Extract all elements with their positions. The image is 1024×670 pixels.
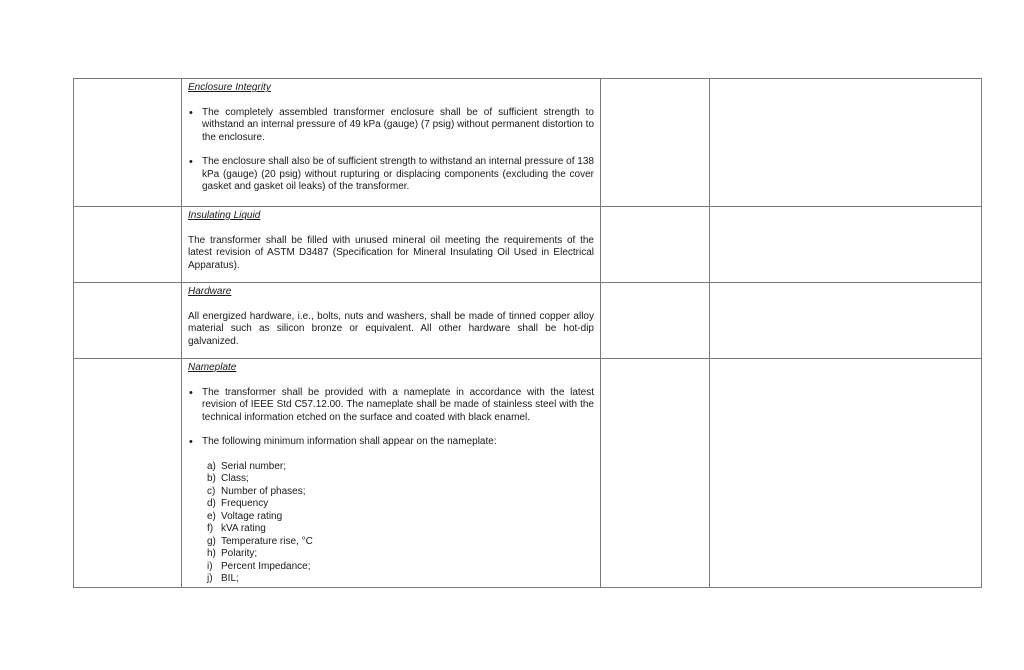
requirement-cell: [182, 79, 601, 207]
section-heading: Hardware: [188, 286, 232, 297]
list-marker: a): [207, 460, 216, 472]
list-item-text: BIL;: [221, 573, 239, 584]
list-item: [207, 561, 594, 574]
empty-cell-compliance: [601, 359, 710, 588]
list-marker: e): [207, 510, 216, 522]
section-heading: Insulating Liquid: [188, 210, 261, 221]
bullet-list: [188, 387, 594, 449]
list-item: [207, 536, 594, 549]
list-item: [207, 573, 594, 586]
list-marker: d): [207, 498, 216, 509]
list-marker: c): [207, 485, 216, 497]
list-marker: f): [207, 523, 214, 534]
empty-cell-remarks: [710, 283, 982, 359]
list-item-text: Polarity;: [221, 548, 258, 559]
table-row-enclosure-integrity: [74, 79, 982, 207]
bullet-item: • The transformer shall be provided with a nameplate in accordance with the latest revision of IEEE Std C57.12.00. The nameplate shall be made of stainless steel with the technical information etched on the surface and coated with black enamel.: [188, 387, 594, 425]
list-item: [207, 461, 594, 474]
list-marker: h): [207, 548, 216, 559]
specification-table: [73, 78, 982, 588]
table-row-hardware: [74, 283, 982, 359]
section-paragraph: The transformer shall be filled with unused mineral oil meeting the requirements of the latest revision of ASTM D3487 (Specification for Mineral Insulating Oil Used in Electrical Apparatus).: [188, 234, 594, 271]
list-marker: i): [207, 560, 213, 572]
empty-cell-compliance: [601, 283, 710, 359]
list-item: [207, 473, 594, 486]
empty-cell-remarks: [710, 207, 982, 283]
empty-cell-remarks: [710, 79, 982, 207]
nameplate-info-list: [188, 461, 594, 586]
list-item-text: Class;: [221, 473, 249, 484]
list-item-text: Temperature rise, °C: [221, 535, 313, 547]
list-item-text: Serial number;: [221, 460, 287, 472]
list-item-text: Number of phases;: [221, 485, 306, 497]
empty-cell-left: [74, 283, 182, 359]
section-paragraph: All energized hardware, i.e., bolts, nuts and washers, shall be made of tinned copper alloy material such as silicon bronze or equivalent. All other hardware shall be hot-dip galvanized.: [188, 310, 594, 347]
list-item: [207, 511, 594, 524]
table-row-nameplate: [74, 359, 982, 588]
empty-cell-left: [74, 207, 182, 283]
list-item-text: Voltage rating: [221, 510, 283, 522]
section-heading: Nameplate: [188, 362, 237, 373]
table-row-insulating-liquid: [74, 207, 982, 283]
list-marker: g): [207, 535, 216, 547]
list-item-text: Frequency: [221, 498, 269, 509]
requirement-cell: [182, 283, 601, 359]
empty-cell-left: [74, 79, 182, 207]
bullet-list: [188, 107, 594, 194]
requirement-cell: [182, 359, 601, 588]
requirement-cell: [182, 207, 601, 283]
list-item: [207, 523, 594, 536]
empty-cell-remarks: [710, 359, 982, 588]
bullet-item: • The completely assembled transformer enclosure shall be of sufficient strength to withstand an internal pressure of 49 kPa (gauge) (7 psig) without permanent distortion to the enclosure.: [188, 107, 594, 145]
empty-cell-compliance: [601, 79, 710, 207]
bullet-item: • The following minimum information shall appear on the nameplate:: [188, 436, 594, 449]
list-marker: j): [207, 573, 213, 584]
list-item: [207, 486, 594, 499]
empty-cell-compliance: [601, 207, 710, 283]
empty-cell-left: [74, 359, 182, 588]
bullet-item: • The enclosure shall also be of sufficient strength to withstand an internal pressure of 138 kPa (gauge) (20 psig) without rupturing or displacing components (excluding the cover gasket and gasket oil leaks) of the transformer.: [188, 156, 594, 194]
list-item-text: Percent Impedance;: [221, 560, 311, 572]
list-item: [207, 498, 594, 511]
list-item-text: kVA rating: [221, 523, 266, 534]
list-marker: b): [207, 473, 216, 484]
list-item: [207, 548, 594, 561]
section-heading: Enclosure Integrity: [188, 82, 271, 93]
